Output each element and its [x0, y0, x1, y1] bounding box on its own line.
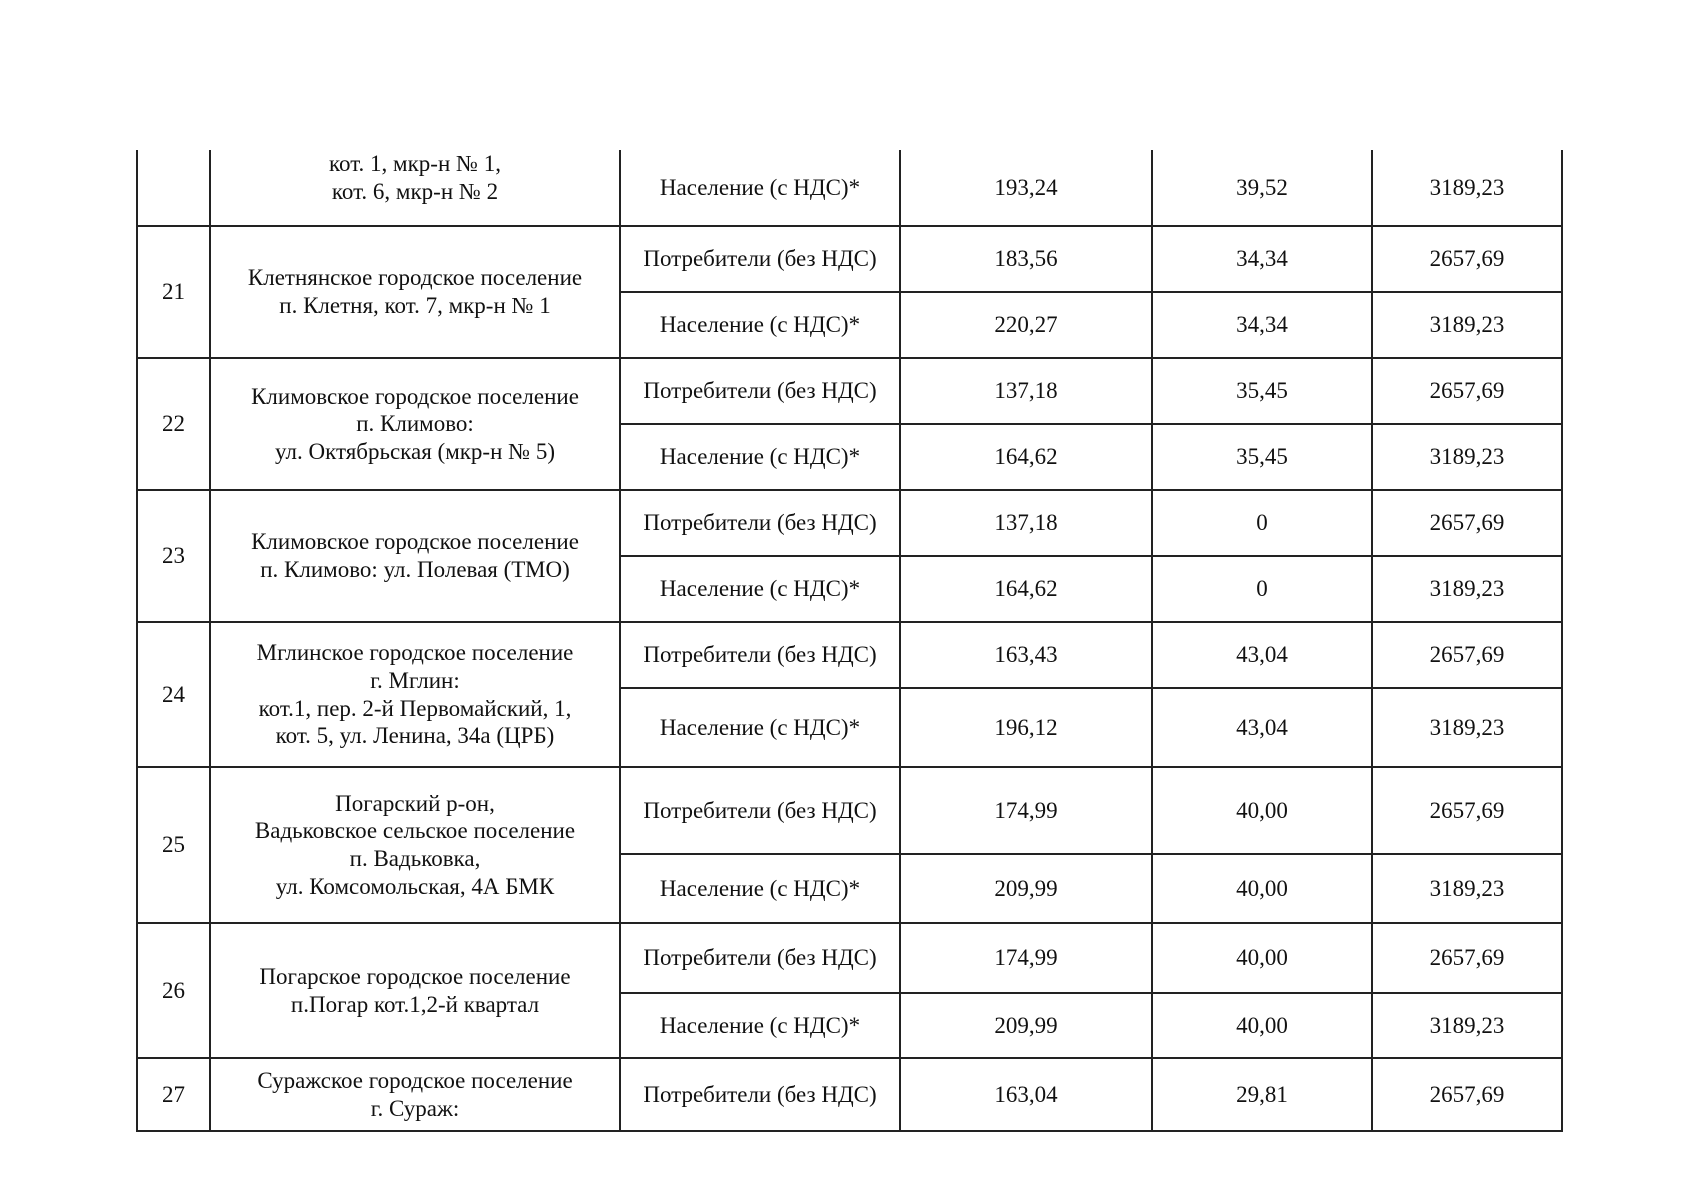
value-cell-2: 40,00	[1152, 993, 1372, 1058]
row-number-cell: 24	[137, 622, 210, 767]
value-cell-1: 174,99	[900, 767, 1152, 854]
row-number-cell: 25	[137, 767, 210, 923]
value-cell-2: 35,45	[1152, 424, 1372, 490]
row-number-cell: 23	[137, 490, 210, 622]
value-cell-1: 163,04	[900, 1058, 1152, 1131]
consumer-category-cell: Потребители (без НДС)	[620, 358, 900, 424]
consumer-category-cell: Потребители (без НДС)	[620, 490, 900, 556]
row-number-cell	[137, 150, 210, 226]
value-cell-1: 220,27	[900, 292, 1152, 358]
value-cell-3: 3189,23	[1372, 424, 1562, 490]
value-cell-3: 2657,69	[1372, 923, 1562, 993]
row-number-cell: 22	[137, 358, 210, 490]
value-cell-1: 164,62	[900, 424, 1152, 490]
value-cell-3: 2657,69	[1372, 1058, 1562, 1131]
value-cell-1: 174,99	[900, 923, 1152, 993]
value-cell-3: 3189,23	[1372, 993, 1562, 1058]
table-row	[137, 358, 1562, 424]
location-cell: Климовское городское поселение п. Климово: ул. Полевая (ТМО)	[210, 490, 620, 622]
consumer-category-cell: Население (с НДС)*	[620, 424, 900, 490]
value-cell-1: 164,62	[900, 556, 1152, 622]
table-row	[137, 490, 1562, 556]
consumer-category-cell: Население (с НДС)*	[620, 993, 900, 1058]
value-cell-3: 2657,69	[1372, 490, 1562, 556]
table-row	[137, 622, 1562, 688]
location-cell: Мглинское городское поселение г. Мглин: кот.1, пер. 2-й Первомайский, 1, кот. 5, ул. Ленина, 34а (ЦРБ)	[210, 622, 620, 767]
consumer-category-cell: Потребители (без НДС)	[620, 767, 900, 854]
row-number-cell: 26	[137, 923, 210, 1058]
value-cell-2: 43,04	[1152, 622, 1372, 688]
value-cell-3: 2657,69	[1372, 358, 1562, 424]
value-cell-1: 137,18	[900, 358, 1152, 424]
consumer-category-cell: Потребители (без НДС)	[620, 226, 900, 292]
value-cell-3: 2657,69	[1372, 226, 1562, 292]
value-cell-2: 29,81	[1152, 1058, 1372, 1131]
value-cell-3: 3189,23	[1372, 292, 1562, 358]
value-cell-3: 3189,23	[1372, 854, 1562, 923]
row-number-cell: 21	[137, 226, 210, 358]
row-number-cell: 27	[137, 1058, 210, 1131]
value-cell-1: 183,56	[900, 226, 1152, 292]
location-cell: Погарское городское поселение п.Погар кот.1,2-й квартал	[210, 923, 620, 1058]
value-cell-2: 39,52	[1152, 150, 1372, 226]
value-cell-3: 3189,23	[1372, 688, 1562, 767]
value-cell-2: 40,00	[1152, 767, 1372, 854]
table-row	[137, 767, 1562, 854]
location-cell: кот. 1, мкр-н № 1, кот. 6, мкр-н № 2	[210, 150, 620, 226]
value-cell-1: 209,99	[900, 854, 1152, 923]
value-cell-2: 34,34	[1152, 226, 1372, 292]
location-cell: Клетнянское городское поселение п. Клетня, кот. 7, мкр-н № 1	[210, 226, 620, 358]
consumer-category-cell: Население (с НДС)*	[620, 854, 900, 923]
value-cell-2: 40,00	[1152, 854, 1372, 923]
consumer-category-cell: Население (с НДС)*	[620, 150, 900, 226]
value-cell-1: 193,24	[900, 150, 1152, 226]
consumer-category-cell: Потребители (без НДС)	[620, 1058, 900, 1131]
consumer-category-cell: Население (с НДС)*	[620, 556, 900, 622]
value-cell-2: 34,34	[1152, 292, 1372, 358]
consumer-category-cell: Потребители (без НДС)	[620, 923, 900, 993]
table-row	[137, 150, 1562, 226]
value-cell-2: 40,00	[1152, 923, 1372, 993]
value-cell-3: 3189,23	[1372, 150, 1562, 226]
location-cell: Погарский р-он, Вадьковское сельское поселение п. Вадьковка, ул. Комсомольская, 4А БМК	[210, 767, 620, 923]
location-cell: Суражское городское поселение г. Сураж:	[210, 1058, 620, 1131]
consumer-category-cell: Население (с НДС)*	[620, 292, 900, 358]
table-row	[137, 923, 1562, 993]
value-cell-2: 0	[1152, 490, 1372, 556]
location-cell: Климовское городское поселение п. Климово: ул. Октябрьская (мкр-н № 5)	[210, 358, 620, 490]
value-cell-3: 2657,69	[1372, 622, 1562, 688]
value-cell-1: 163,43	[900, 622, 1152, 688]
consumer-category-cell: Население (с НДС)*	[620, 688, 900, 767]
value-cell-2: 35,45	[1152, 358, 1372, 424]
table-row	[137, 1058, 1562, 1131]
value-cell-2: 0	[1152, 556, 1372, 622]
tariff-table-body	[137, 150, 1562, 1131]
consumer-category-cell: Потребители (без НДС)	[620, 622, 900, 688]
tariff-table	[136, 150, 1563, 1132]
value-cell-1: 196,12	[900, 688, 1152, 767]
table-row	[137, 226, 1562, 292]
value-cell-1: 209,99	[900, 993, 1152, 1058]
value-cell-1: 137,18	[900, 490, 1152, 556]
value-cell-3: 2657,69	[1372, 767, 1562, 854]
value-cell-2: 43,04	[1152, 688, 1372, 767]
value-cell-3: 3189,23	[1372, 556, 1562, 622]
